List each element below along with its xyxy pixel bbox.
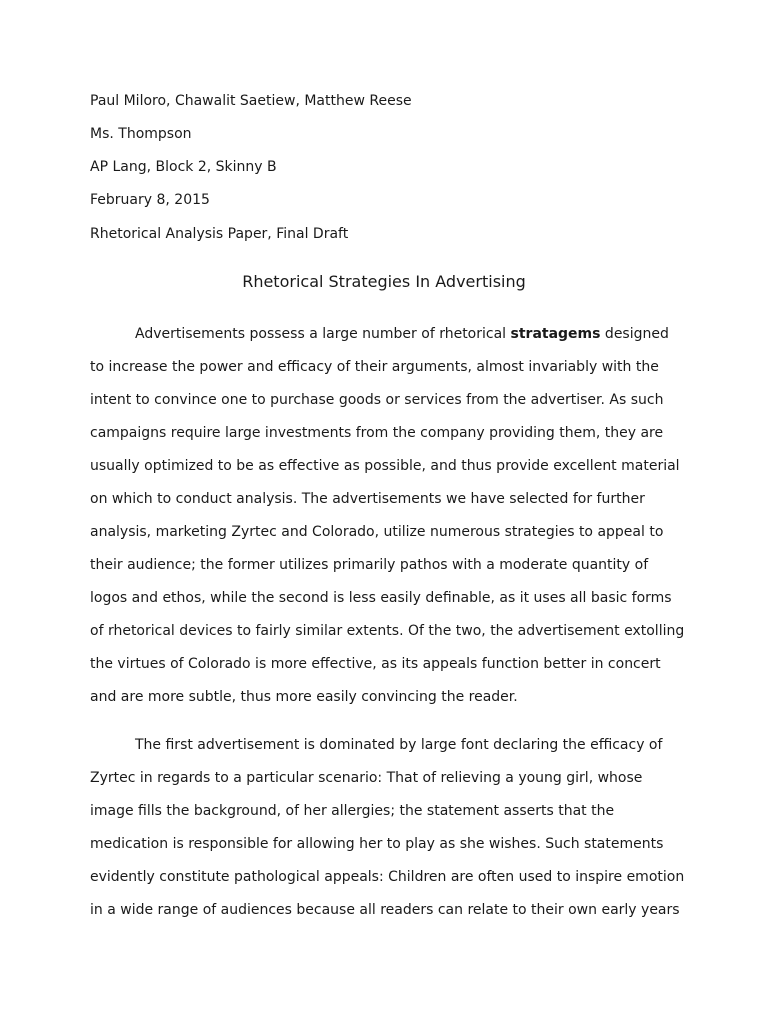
paragraph-line [90,324,690,357]
paragraph-line: evidently constitute pathological appeals: Children are often used to inspire emotion [90,869,685,885]
document-title: Rhetorical Strategies In Advertising [242,272,526,291]
paragraph-line: to increase the power and efficacy of their arguments, almost invariably with the [90,359,659,375]
author-names: Paul Miloro, Chawalit Saetiew, Matthew Reese [90,93,412,109]
text-run: Advertisements possess a large number of rhetorical [135,326,511,342]
paragraph-1 [90,324,690,720]
paragraph-line: the virtues of Colorado is more effective, as its appeals function better in concert [90,656,661,672]
assignment-name: Rhetorical Analysis Paper, Final Draft [90,226,349,242]
text-run: designed [600,326,669,342]
paragraph-line: on which to conduct analysis. The advertisements we have selected for further [90,491,645,507]
paragraph-line: usually optimized to be as effective as possible, and thus provide excellent material [90,458,680,474]
teacher-name: Ms. Thompson [90,126,192,142]
paragraph-line: of rhetorical devices to fairly similar extents. Of the two, the advertisement extolling [90,623,685,639]
bold-term: stratagems [510,326,601,342]
paragraph-line: logos and ethos, while the second is less easily definable, as it uses all basic forms [90,590,672,606]
paragraph-line: and are more subtle, thus more easily convincing the reader. [90,689,518,705]
paragraph-line: medication is responsible for allowing her to play as she wishes. Such statements [90,836,664,852]
paragraph-line: their audience; the former utilizes primarily pathos with a moderate quantity of [90,557,649,573]
paragraph-2 [90,735,690,933]
paragraph-line: intent to convince one to purchase goods or services from the advertiser. As such [90,392,664,408]
paragraph-line: campaigns require large investments from the company providing them, they are [90,425,664,441]
document-date: February 8, 2015 [90,192,210,208]
paragraph-line: image fills the background, of her allergies; the statement asserts that the [90,803,615,819]
paragraph-line: analysis, marketing Zyrtec and Colorado, utilize numerous strategies to appeal to [90,524,664,540]
paragraph-line: Zyrtec in regards to a particular scenario: That of relieving a young girl, whose [90,770,643,786]
paragraph-line: The first advertisement is dominated by large font declaring the efficacy of [135,737,663,753]
paragraph-line: in a wide range of audiences because all readers can relate to their own early years [90,902,680,918]
course-info: AP Lang, Block 2, Skinny B [90,159,277,175]
